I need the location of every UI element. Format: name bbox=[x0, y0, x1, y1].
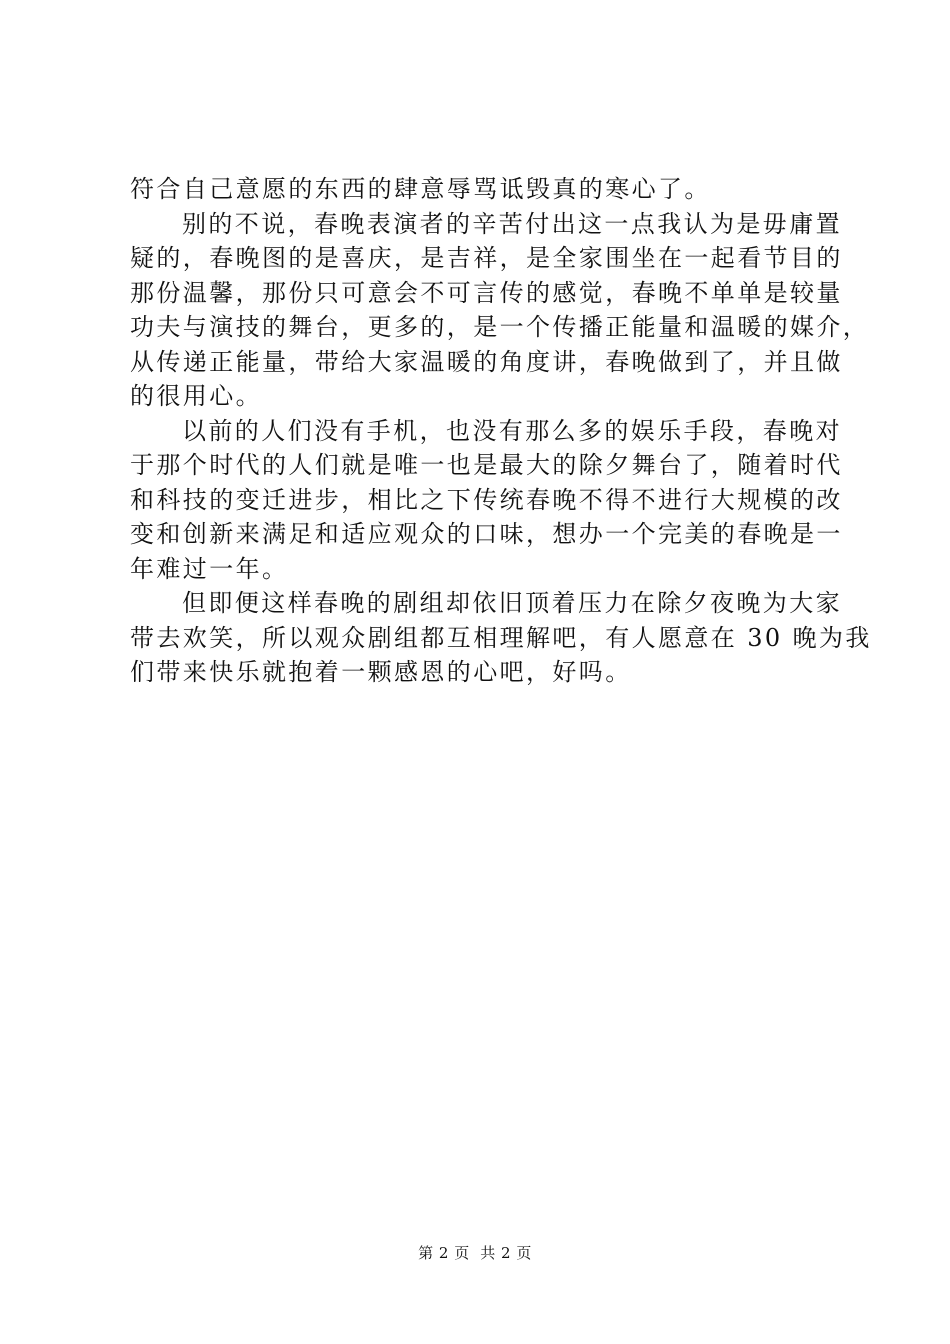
text-line: 和科技的变迁进步，相比之下传统春晚不得不进行大规模的改 bbox=[130, 485, 843, 514]
text-line: 变和创新来满足和适应观众的口味，想办一个完美的春晚是一 bbox=[130, 520, 843, 548]
text-line: 的很用心。 bbox=[130, 382, 262, 410]
text-line: 于那个时代的人们就是唯一也是最大的除夕舞台了，随着时代 bbox=[130, 451, 843, 479]
text-line: 从传递正能量，带给大家温暖的角度讲，春晚做到了，并且做 bbox=[130, 347, 843, 376]
text-line: 们带来快乐就抱着一颗感恩的心吧，好吗。 bbox=[130, 658, 632, 686]
paragraph-start-line: 以前的人们没有手机，也没有那么多的娱乐手段，春晚对 bbox=[182, 416, 842, 445]
text-line: 功夫与演技的舞台，更多的，是一个传播正能量和温暖的媒介， bbox=[130, 313, 870, 341]
page-number-footer: 第 2 页 共 2 页 bbox=[418, 1244, 532, 1262]
paragraph-start-line: 但即便这样春晚的剧组却依旧顶着压力在除夕夜晚为大家 bbox=[182, 589, 842, 617]
text-line: 符合自己意愿的东西的肆意辱骂诋毁真的寒心了。 bbox=[130, 175, 711, 203]
text-line: 那份温馨，那份只可意会不可言传的感觉，春晚不单单是较量 bbox=[130, 278, 843, 307]
paragraph-start-line: 别的不说，春晚表演者的辛苦付出这一点我认为是毋庸置 bbox=[182, 209, 842, 238]
text-line: 年难过一年。 bbox=[130, 554, 289, 583]
body-text bbox=[130, 172, 872, 690]
text-line: 疑的，春晚图的是喜庆，是吉祥，是全家围坐在一起看节目的 bbox=[130, 244, 843, 272]
text-line: 带去欢笑，所以观众剧组都互相理解吧，有人愿意在 30 晚为我 bbox=[130, 623, 872, 652]
